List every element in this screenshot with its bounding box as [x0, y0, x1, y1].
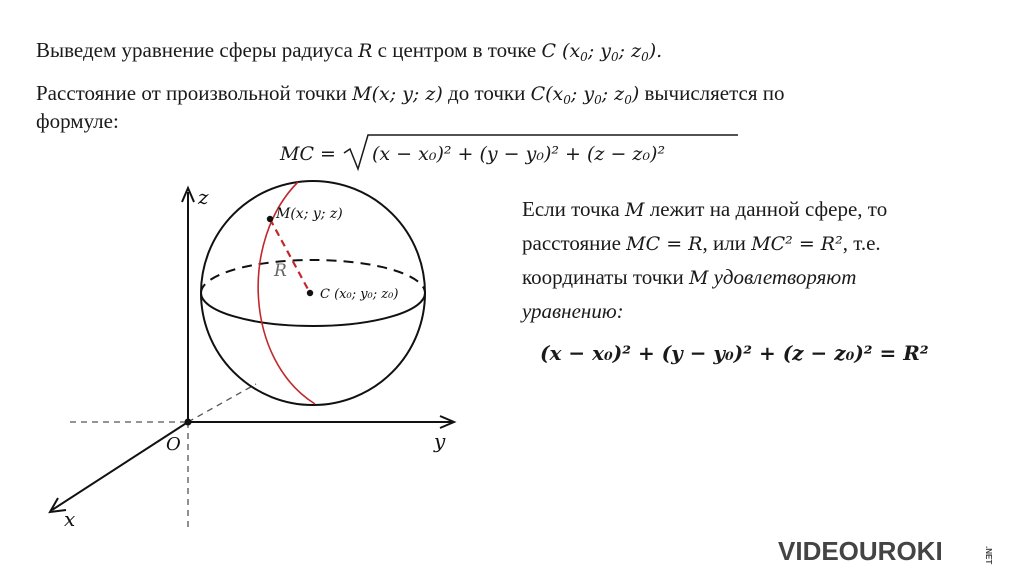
point-c-label: C (x₀; y₀; z₀)	[320, 287, 399, 302]
point-m-symbol-2: M	[688, 267, 709, 289]
radius-label: R	[274, 261, 287, 281]
radius-symbol: R	[358, 40, 373, 62]
origin-dot	[185, 419, 192, 426]
satisfy-word: удовлетворяют	[713, 265, 857, 289]
to-point-text: до точки	[448, 81, 526, 105]
formula-word: формуле:	[36, 109, 119, 133]
videouroki-logo	[778, 534, 1008, 568]
point-m-symbol: M	[625, 199, 645, 221]
point-m-label: M(x; y; z)	[276, 206, 343, 222]
intro-line-3	[36, 108, 119, 134]
ie-word: , т.е.	[842, 231, 881, 255]
distance-word: расстояние	[522, 231, 621, 255]
or-word: , или	[702, 231, 746, 255]
computed-text: вычисляется по	[644, 81, 785, 105]
formula-radicand: (x − x₀)² + (y − y₀)² + (z − z₀)²	[372, 143, 666, 165]
axis-y-label: y	[434, 429, 446, 453]
center-label: C (x	[541, 40, 581, 62]
origin-label: O	[166, 434, 181, 455]
intro-text: Выведем уравнение сферы радиуса	[36, 38, 353, 62]
logo-text: VIDEOUROKI	[778, 536, 943, 566]
intro-line-2	[36, 80, 785, 113]
explain-line-3	[522, 264, 856, 291]
sphere-figure	[30, 180, 470, 540]
point-m-dot	[267, 216, 273, 222]
equation-word: уравнению:	[522, 299, 624, 323]
sphere-equation: (x − x₀)² + (y − y₀)² + (z − z₀)² = R²	[540, 341, 929, 365]
intro-line-1	[36, 37, 662, 70]
formula-lhs: MC =	[280, 143, 336, 165]
explain-text: Если точка	[522, 197, 620, 221]
distance-formula	[272, 131, 742, 176]
mc-squared-equals-r-squared: MC² = R²	[751, 233, 843, 255]
point-c-dot	[307, 290, 313, 296]
point-m: M(x; y; z)	[352, 83, 443, 105]
explain-line-2	[522, 230, 881, 257]
explain-line-4	[522, 298, 624, 324]
point-c-label: C(x	[530, 83, 564, 105]
explain-text-b: лежит на данной сфере, то	[649, 197, 888, 221]
distance-text: Расстояние от произвольной точки	[36, 81, 347, 105]
coordinates-text: координаты точки	[522, 265, 684, 289]
center-point: C ($x_0$; $y_0$; $z_0$).	[541, 40, 663, 64]
axis-z-label: z	[198, 185, 209, 209]
axis-x-label: x	[64, 507, 76, 531]
explain-line-1	[522, 196, 887, 223]
mc-equals-r: MC = R	[626, 233, 703, 255]
intro-text-mid: с центром в точке	[377, 38, 537, 62]
dashed-axis-x-negative	[188, 384, 256, 422]
radius-line	[270, 219, 310, 293]
point-c: $C(x_0$; $y_0$; $z_0$)	[530, 83, 640, 107]
logo-suffix: .NET	[984, 546, 993, 565]
